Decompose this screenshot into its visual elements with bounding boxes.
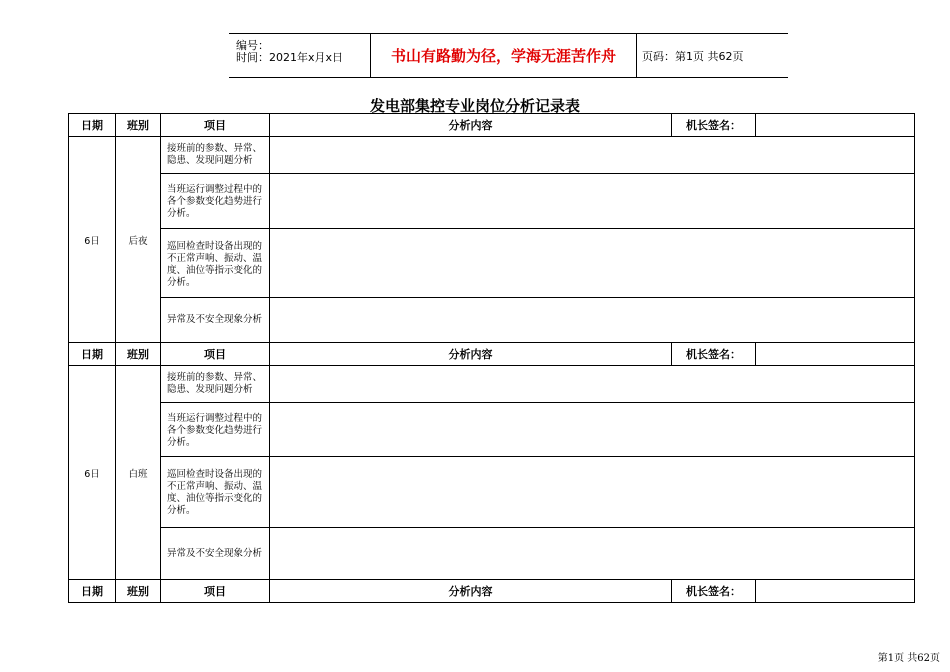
column-header-shift: 班别 (115, 113, 161, 137)
header-page-number: 页码：第1页 共62页 (642, 49, 744, 63)
signature-field[interactable] (755, 579, 915, 603)
analysis-item-label: 巡回检查时设备出现的不正常声响、振动、温度、油位等指示变化的分析。 (160, 228, 270, 298)
analysis-content-field[interactable] (269, 228, 915, 298)
analysis-content-field[interactable] (269, 402, 915, 457)
document-time-label: 时间：2021年x月x日 (236, 51, 344, 64)
column-header-content: 分析内容 (269, 579, 672, 603)
analysis-content-field[interactable] (269, 173, 915, 229)
analysis-content-field[interactable] (269, 365, 915, 403)
column-header-content: 分析内容 (269, 342, 672, 366)
page-title: 发电部集控专业岗位分析记录表 (369, 97, 580, 115)
column-header-item: 项目 (160, 579, 270, 603)
document-header (229, 33, 788, 78)
column-header-shift: 班别 (115, 342, 161, 366)
column-header-content: 分析内容 (269, 113, 672, 137)
section-date-cell: 6日 (68, 365, 116, 580)
column-header-date: 日期 (68, 579, 116, 603)
page-footer: 第1页 共62页 (877, 653, 940, 664)
analysis-content-field[interactable] (269, 527, 915, 580)
document-number-label: 编号： (236, 39, 269, 52)
section-shift-cell: 白班 (115, 365, 161, 580)
analysis-item-label: 异常及不安全现象分析 (160, 527, 270, 580)
signature-field[interactable] (755, 113, 915, 137)
column-header-signature: 机长签名： (671, 113, 756, 137)
column-header-item: 项目 (160, 342, 270, 366)
analysis-item-label: 接班前的参数、异常、隐患、发现问题分析 (160, 136, 270, 174)
analysis-item-label: 当班运行调整过程中的各个参数变化趋势进行分析。 (160, 173, 270, 229)
analysis-item-label: 当班运行调整过程中的各个参数变化趋势进行分析。 (160, 402, 270, 457)
header-motto: 书山有路勤为径，学海无涯苦作舟 (370, 34, 637, 77)
section-date-cell: 6日 (68, 136, 116, 343)
column-header-date: 日期 (68, 342, 116, 366)
column-header-item: 项目 (160, 113, 270, 137)
column-header-signature: 机长签名： (671, 342, 756, 366)
signature-field[interactable] (755, 342, 915, 366)
header-info (229, 34, 370, 77)
section-shift-cell: 后夜 (115, 136, 161, 343)
analysis-content-field[interactable] (269, 297, 915, 343)
column-header-shift: 班别 (115, 579, 161, 603)
analysis-content-field[interactable] (269, 456, 915, 528)
analysis-item-label: 巡回检查时设备出现的不正常声响、振动、温度、油位等指示变化的分析。 (160, 456, 270, 528)
column-header-date: 日期 (68, 113, 116, 137)
analysis-item-label: 异常及不安全现象分析 (160, 297, 270, 343)
analysis-item-label: 接班前的参数、异常、隐患、发现问题分析 (160, 365, 270, 403)
column-header-signature: 机长签名： (671, 579, 756, 603)
analysis-content-field[interactable] (269, 136, 915, 174)
